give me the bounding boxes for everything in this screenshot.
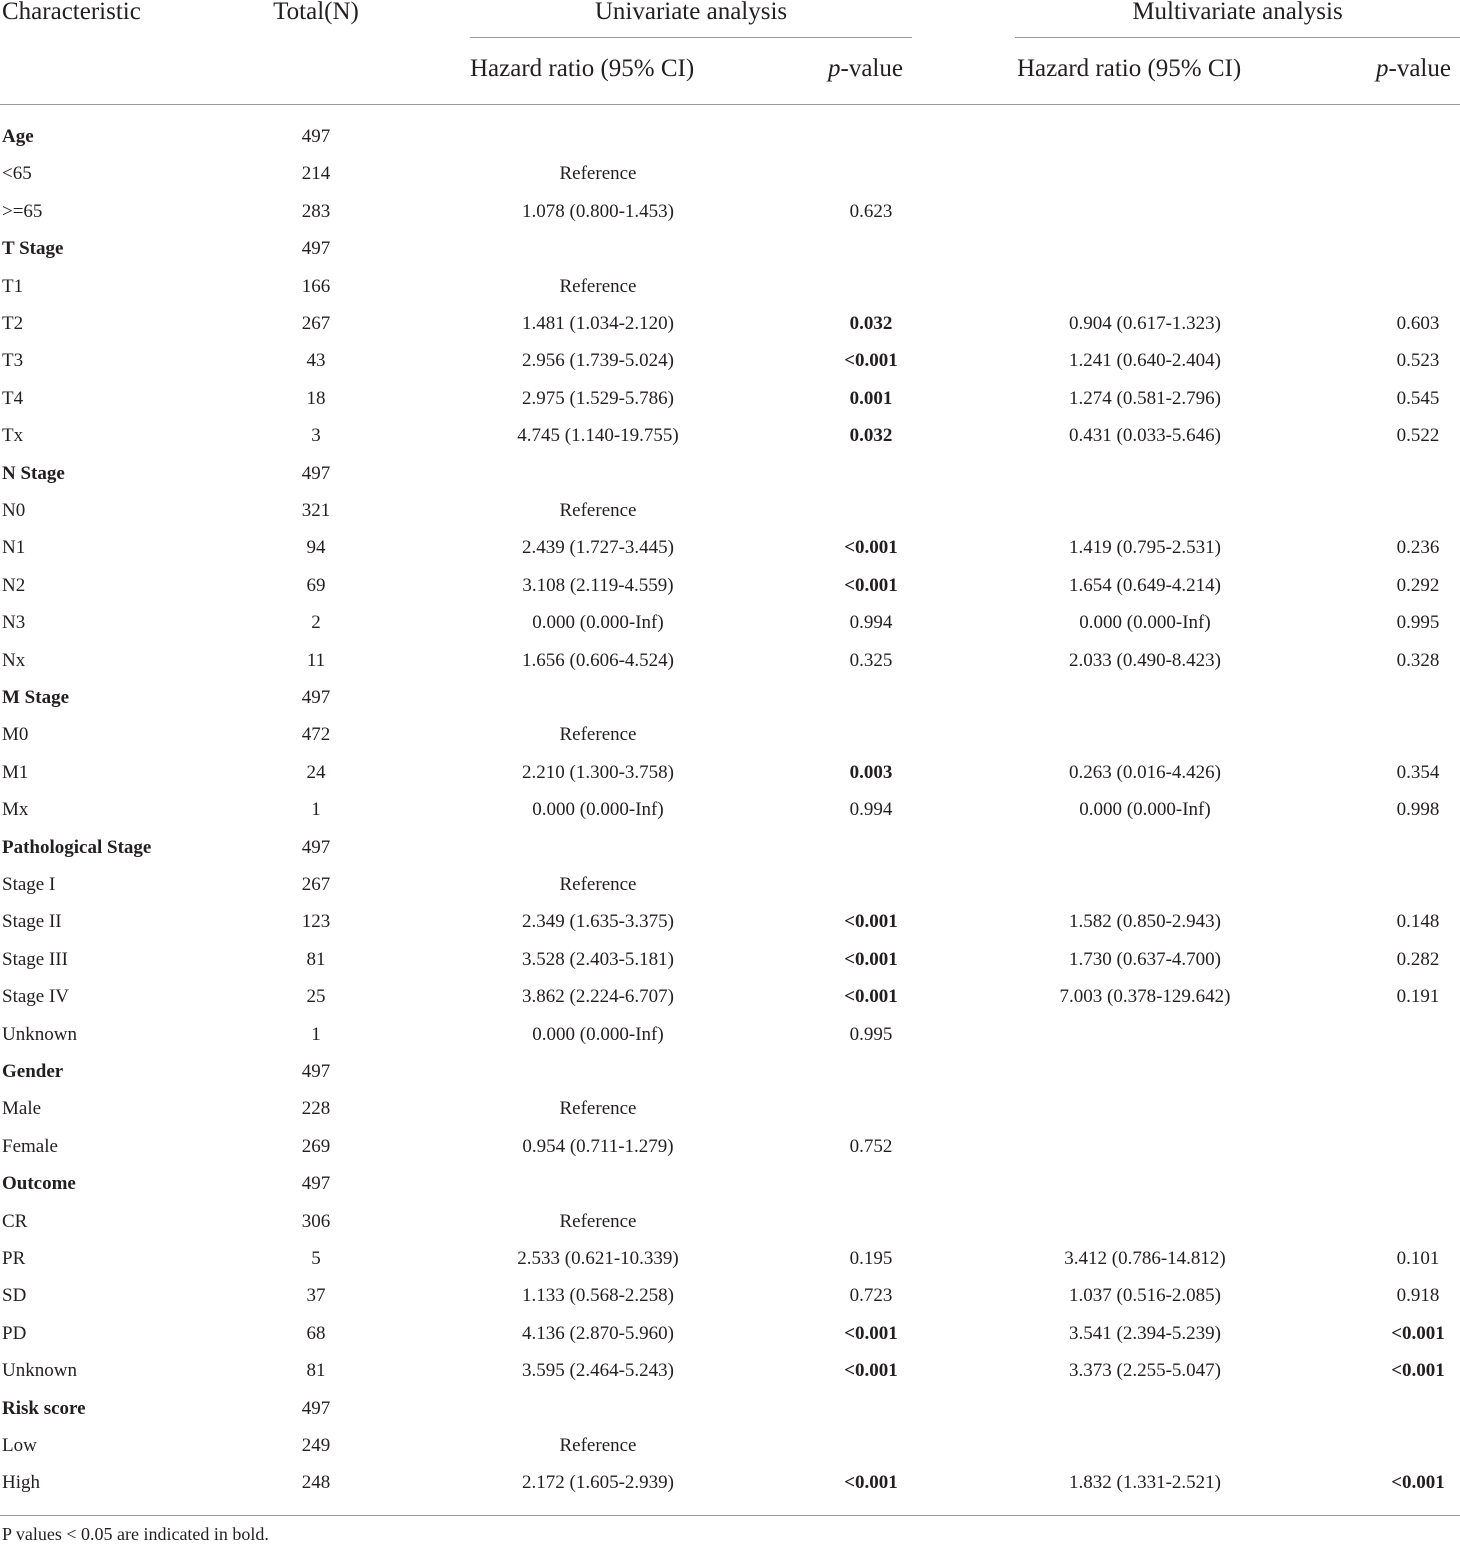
univariate-hazard-ratio-cell: 4.136 (2.870-5.960) bbox=[522, 1322, 674, 1344]
univariate-p-value-cell bbox=[822, 118, 920, 155]
univariate-hazard-ratio-cell: 3.862 (2.224-6.707) bbox=[522, 986, 674, 1008]
characteristic-cell: N0 bbox=[2, 500, 26, 521]
multivariate-hazard-ratio-cell bbox=[1015, 1016, 1275, 1053]
characteristic-cell: T2 bbox=[2, 313, 24, 334]
multivariate-hazard-ratio-cell: 0.263 (0.016-4.426) bbox=[1069, 761, 1221, 783]
header-univariate-p-value bbox=[828, 55, 903, 83]
multivariate-p-value-cell: 0.328 bbox=[1396, 649, 1440, 671]
total-cell: 5 bbox=[311, 1248, 321, 1269]
univariate-p-value-cell bbox=[822, 155, 920, 192]
multivariate-hazard-ratio-cell: 7.003 (0.378-129.642) bbox=[1059, 986, 1231, 1008]
multivariate-hazard-ratio-cell bbox=[1015, 268, 1275, 305]
characteristic-cell: T3 bbox=[2, 350, 24, 372]
univariate-p-value-cell bbox=[822, 829, 920, 866]
table-row bbox=[0, 866, 1460, 903]
table-row bbox=[0, 529, 1460, 566]
table-row bbox=[0, 791, 1460, 828]
characteristic-cell: Unknown bbox=[2, 1023, 77, 1045]
univariate-underline bbox=[470, 37, 912, 38]
group-header-row bbox=[0, 679, 1460, 716]
total-cell: 2 bbox=[311, 612, 321, 634]
multivariate-hazard-ratio-cell bbox=[1015, 193, 1275, 230]
table-row bbox=[0, 1090, 1460, 1127]
univariate-hazard-ratio-cell: Reference bbox=[559, 874, 637, 895]
multivariate-hazard-ratio-cell: 0.431 (0.033-5.646) bbox=[1069, 425, 1221, 447]
characteristic-cell: Gender bbox=[2, 1061, 64, 1082]
univariate-hazard-ratio-cell: 3.108 (2.119-4.559) bbox=[522, 574, 674, 596]
header-univariate-hazard-ratio: Hazard ratio (95% CI) bbox=[470, 55, 695, 82]
multivariate-p-value-cell: 0.292 bbox=[1396, 574, 1440, 596]
table-row bbox=[0, 492, 1460, 529]
characteristic-cell: N3 bbox=[2, 612, 26, 634]
multivariate-p-value-cell bbox=[1368, 118, 1460, 155]
multivariate-p-value-cell bbox=[1368, 1390, 1460, 1427]
characteristic-cell: Low bbox=[2, 1435, 37, 1456]
multivariate-hazard-ratio-cell bbox=[1015, 118, 1275, 155]
total-cell: 283 bbox=[301, 200, 331, 222]
multivariate-hazard-ratio-cell: 3.541 (2.394-5.239) bbox=[1069, 1322, 1221, 1344]
characteristic-cell: N1 bbox=[2, 537, 26, 559]
table-row bbox=[0, 978, 1460, 1015]
multivariate-hazard-ratio-cell bbox=[1015, 1203, 1275, 1240]
multivariate-hazard-ratio-cell: 1.730 (0.637-4.700) bbox=[1069, 948, 1221, 970]
characteristic-cell: Risk score bbox=[2, 1397, 86, 1419]
univariate-hazard-ratio-cell bbox=[468, 1165, 728, 1202]
multivariate-p-value-cell: 0.603 bbox=[1396, 313, 1440, 334]
group-header-row bbox=[0, 455, 1460, 492]
multivariate-hazard-ratio-cell bbox=[1015, 492, 1275, 529]
multivariate-hazard-ratio-cell: 0.000 (0.000-Inf) bbox=[1079, 612, 1211, 634]
group-header-row bbox=[0, 1165, 1460, 1202]
header-multivariate: Multivariate analysis bbox=[1132, 0, 1343, 25]
multivariate-hazard-ratio-cell bbox=[1015, 455, 1275, 492]
total-cell: 321 bbox=[301, 500, 331, 521]
univariate-p-value-cell: <0.001 bbox=[844, 537, 898, 559]
p-italic: p bbox=[828, 55, 841, 82]
characteristic-cell: >=65 bbox=[2, 200, 43, 222]
univariate-hazard-ratio-cell bbox=[468, 1053, 728, 1090]
table-row bbox=[0, 1203, 1460, 1240]
characteristic-cell: M0 bbox=[2, 724, 29, 746]
univariate-p-value-cell: <0.001 bbox=[844, 1472, 898, 1494]
univariate-hazard-ratio-cell: 3.528 (2.403-5.181) bbox=[522, 948, 674, 970]
characteristic-cell: High bbox=[2, 1472, 40, 1494]
characteristic-cell: Mx bbox=[2, 799, 29, 821]
univariate-p-value-cell bbox=[822, 1203, 920, 1240]
characteristic-cell: Female bbox=[2, 1135, 58, 1157]
multivariate-hazard-ratio-cell: 1.037 (0.516-2.085) bbox=[1069, 1285, 1221, 1307]
table-row bbox=[0, 155, 1460, 192]
multivariate-hazard-ratio-cell bbox=[1015, 716, 1275, 753]
total-cell: 3 bbox=[311, 425, 321, 447]
characteristic-cell: T4 bbox=[2, 387, 24, 409]
total-cell: 1 bbox=[311, 799, 321, 821]
multivariate-p-value-cell bbox=[1368, 716, 1460, 753]
univariate-p-value-cell: 0.032 bbox=[849, 313, 893, 334]
header-multivariate-hazard-ratio: Hazard ratio (95% CI) bbox=[1017, 55, 1242, 82]
univariate-hazard-ratio-cell: 2.172 (1.605-2.939) bbox=[522, 1472, 674, 1494]
multivariate-p-value-cell bbox=[1368, 492, 1460, 529]
univariate-hazard-ratio-cell: Reference bbox=[559, 1098, 637, 1120]
characteristic-cell: Outcome bbox=[2, 1173, 76, 1195]
total-cell: 497 bbox=[301, 126, 331, 147]
table-row bbox=[0, 1240, 1460, 1277]
p-suffix: -value bbox=[1388, 55, 1451, 82]
univariate-p-value-cell: 0.623 bbox=[849, 200, 893, 222]
p-suffix: -value bbox=[840, 55, 903, 82]
multivariate-hazard-ratio-cell: 3.412 (0.786-14.812) bbox=[1064, 1248, 1226, 1269]
univariate-p-value-cell: 0.001 bbox=[849, 387, 893, 409]
univariate-hazard-ratio-cell: 0.000 (0.000-Inf) bbox=[532, 612, 664, 634]
univariate-hazard-ratio-cell: 1.481 (1.034-2.120) bbox=[522, 313, 674, 334]
header-univariate: Univariate analysis bbox=[594, 0, 788, 25]
footnote: P values < 0.05 are indicated in bold. bbox=[2, 1524, 269, 1544]
group-header-row bbox=[0, 1390, 1460, 1427]
univariate-hazard-ratio-cell bbox=[468, 829, 728, 866]
univariate-hazard-ratio-cell: Reference bbox=[559, 724, 637, 746]
total-cell: 25 bbox=[306, 986, 326, 1008]
table-row bbox=[0, 305, 1460, 342]
univariate-hazard-ratio-cell: 2.210 (1.300-3.758) bbox=[522, 761, 674, 783]
total-cell: 497 bbox=[301, 687, 331, 708]
total-cell: 497 bbox=[301, 836, 331, 858]
multivariate-p-value-cell bbox=[1368, 1427, 1460, 1464]
total-cell: 214 bbox=[301, 163, 331, 185]
multivariate-p-value-cell bbox=[1368, 1090, 1460, 1127]
univariate-hazard-ratio-cell bbox=[468, 679, 728, 716]
table-row bbox=[0, 716, 1460, 753]
characteristic-cell: T1 bbox=[2, 275, 24, 297]
table-row bbox=[0, 193, 1460, 230]
univariate-hazard-ratio-cell: 3.595 (2.464-5.243) bbox=[522, 1360, 674, 1382]
multivariate-p-value-cell bbox=[1368, 193, 1460, 230]
univariate-hazard-ratio-cell: 0.000 (0.000-Inf) bbox=[532, 1023, 664, 1045]
table-row bbox=[0, 1016, 1460, 1053]
total-cell: 1 bbox=[311, 1023, 321, 1045]
univariate-hazard-ratio-cell bbox=[468, 455, 728, 492]
total-cell: 43 bbox=[306, 350, 326, 372]
total-cell: 123 bbox=[301, 911, 331, 933]
table-row bbox=[0, 1277, 1460, 1314]
multivariate-p-value-cell bbox=[1368, 1203, 1460, 1240]
univariate-hazard-ratio-cell: 1.078 (0.800-1.453) bbox=[522, 200, 674, 222]
multivariate-p-value-cell: 0.998 bbox=[1396, 799, 1440, 821]
multivariate-p-value-cell: 0.545 bbox=[1396, 387, 1440, 409]
univariate-p-value-cell bbox=[822, 230, 920, 267]
univariate-p-value-cell: <0.001 bbox=[844, 948, 898, 970]
multivariate-p-value-cell: 0.191 bbox=[1396, 986, 1440, 1008]
table-row bbox=[0, 642, 1460, 679]
p-italic: p bbox=[1376, 55, 1389, 82]
univariate-hazard-ratio-cell: 2.975 (1.529-5.786) bbox=[522, 387, 674, 409]
univariate-p-value-cell: 0.995 bbox=[849, 1023, 893, 1045]
characteristic-cell: N2 bbox=[2, 574, 26, 596]
total-cell: 81 bbox=[306, 948, 326, 970]
univariate-p-value-cell: <0.001 bbox=[844, 1360, 898, 1382]
univariate-p-value-cell: 0.994 bbox=[849, 612, 893, 634]
multivariate-hazard-ratio-cell: 1.274 (0.581-2.796) bbox=[1069, 387, 1221, 409]
header-characteristic: Characteristic bbox=[2, 0, 141, 25]
multivariate-p-value-cell bbox=[1368, 1016, 1460, 1053]
univariate-p-value-cell: 0.752 bbox=[849, 1135, 893, 1157]
group-header-row bbox=[0, 118, 1460, 155]
multivariate-p-value-cell: 0.918 bbox=[1396, 1285, 1440, 1307]
univariate-p-value-cell: 0.032 bbox=[849, 425, 893, 447]
table-row bbox=[0, 1464, 1460, 1501]
univariate-hazard-ratio-cell: 1.133 (0.568-2.258) bbox=[522, 1285, 674, 1307]
univariate-p-value-cell bbox=[822, 1427, 920, 1464]
univariate-hazard-ratio-cell: Reference bbox=[559, 163, 637, 185]
univariate-p-value-cell: <0.001 bbox=[844, 911, 898, 933]
multivariate-p-value-cell bbox=[1368, 679, 1460, 716]
multivariate-hazard-ratio-cell bbox=[1015, 829, 1275, 866]
univariate-p-value-cell: <0.001 bbox=[844, 1322, 898, 1344]
table-row bbox=[0, 754, 1460, 791]
multivariate-p-value-cell bbox=[1368, 1128, 1460, 1165]
multivariate-hazard-ratio-cell: 3.373 (2.255-5.047) bbox=[1069, 1360, 1221, 1382]
multivariate-hazard-ratio-cell bbox=[1015, 1090, 1275, 1127]
multivariate-hazard-ratio-cell bbox=[1015, 155, 1275, 192]
total-cell: 94 bbox=[306, 537, 326, 559]
total-cell: 497 bbox=[301, 1397, 331, 1419]
table-row bbox=[0, 903, 1460, 940]
univariate-p-value-cell: <0.001 bbox=[844, 986, 898, 1008]
multivariate-hazard-ratio-cell bbox=[1015, 1128, 1275, 1165]
univariate-hazard-ratio-cell: 4.745 (1.140-19.755) bbox=[517, 425, 679, 447]
table-row bbox=[0, 941, 1460, 978]
total-cell: 37 bbox=[306, 1285, 326, 1307]
total-cell: 472 bbox=[301, 724, 331, 746]
univariate-hazard-ratio-cell: 2.956 (1.739-5.024) bbox=[522, 350, 674, 372]
univariate-hazard-ratio-cell: 0.954 (0.711-1.279) bbox=[522, 1135, 674, 1157]
multivariate-hazard-ratio-cell: 1.654 (0.649-4.214) bbox=[1069, 574, 1221, 596]
multivariate-p-value-cell: 0.282 bbox=[1396, 948, 1440, 970]
total-cell: 267 bbox=[301, 313, 331, 334]
total-cell: 267 bbox=[301, 874, 331, 895]
multivariate-p-value-cell: <0.001 bbox=[1391, 1472, 1445, 1494]
univariate-hazard-ratio-cell: 0.000 (0.000-Inf) bbox=[532, 799, 664, 821]
table-row bbox=[0, 604, 1460, 641]
univariate-p-value-cell bbox=[822, 1090, 920, 1127]
header-total: Total(N) bbox=[273, 0, 359, 25]
multivariate-p-value-cell: <0.001 bbox=[1391, 1322, 1445, 1344]
univariate-hazard-ratio-cell: Reference bbox=[559, 1210, 637, 1232]
table-row bbox=[0, 1128, 1460, 1165]
table-row bbox=[0, 567, 1460, 604]
multivariate-p-value-cell: 0.101 bbox=[1396, 1248, 1440, 1269]
multivariate-underline bbox=[1015, 37, 1460, 38]
total-cell: 11 bbox=[306, 649, 326, 671]
total-cell: 69 bbox=[306, 574, 326, 596]
multivariate-hazard-ratio-cell bbox=[1015, 1053, 1275, 1090]
characteristic-cell: Pathological Stage bbox=[2, 836, 152, 858]
univariate-p-value-cell bbox=[822, 716, 920, 753]
univariate-p-value-cell: <0.001 bbox=[844, 350, 898, 372]
univariate-p-value-cell bbox=[822, 455, 920, 492]
univariate-hazard-ratio-cell: 2.349 (1.635-3.375) bbox=[522, 911, 674, 933]
characteristic-cell: Nx bbox=[2, 649, 26, 671]
multivariate-p-value-cell bbox=[1368, 455, 1460, 492]
univariate-hazard-ratio-cell bbox=[468, 1390, 728, 1427]
total-cell: 306 bbox=[301, 1210, 331, 1232]
total-cell: 497 bbox=[301, 238, 331, 260]
univariate-hazard-ratio-cell: 2.533 (0.621-10.339) bbox=[517, 1248, 679, 1269]
univariate-hazard-ratio-cell: Reference bbox=[559, 275, 637, 297]
univariate-p-value-cell bbox=[822, 866, 920, 903]
multivariate-p-value-cell: 0.148 bbox=[1396, 911, 1440, 933]
characteristic-cell: SD bbox=[2, 1285, 27, 1307]
univariate-p-value-cell: 0.325 bbox=[849, 649, 893, 671]
univariate-p-value-cell bbox=[822, 1053, 920, 1090]
multivariate-hazard-ratio-cell bbox=[1015, 679, 1275, 716]
multivariate-p-value-cell bbox=[1368, 866, 1460, 903]
multivariate-p-value-cell bbox=[1368, 829, 1460, 866]
multivariate-p-value-cell bbox=[1368, 1165, 1460, 1202]
multivariate-hazard-ratio-cell bbox=[1015, 866, 1275, 903]
total-cell: 269 bbox=[301, 1135, 331, 1157]
multivariate-p-value-cell: <0.001 bbox=[1391, 1360, 1445, 1382]
multivariate-hazard-ratio-cell bbox=[1015, 230, 1275, 267]
total-cell: 68 bbox=[306, 1322, 326, 1344]
multivariate-hazard-ratio-cell: 1.241 (0.640-2.404) bbox=[1069, 350, 1221, 372]
total-cell: 497 bbox=[301, 1061, 331, 1082]
total-cell: 497 bbox=[301, 1173, 331, 1195]
univariate-p-value-cell: 0.994 bbox=[849, 799, 893, 821]
total-cell: 497 bbox=[301, 462, 331, 484]
header-multivariate-p-value bbox=[1376, 55, 1451, 83]
table-row bbox=[0, 380, 1460, 417]
table-row bbox=[0, 342, 1460, 379]
characteristic-cell: <65 bbox=[2, 163, 32, 185]
table-bottom-rule bbox=[0, 1515, 1460, 1516]
characteristic-cell: T Stage bbox=[2, 238, 64, 260]
univariate-p-value-cell: 0.195 bbox=[849, 1248, 893, 1269]
total-cell: 249 bbox=[301, 1435, 331, 1456]
group-header-row bbox=[0, 1053, 1460, 1090]
table-row bbox=[0, 1315, 1460, 1352]
table-row bbox=[0, 268, 1460, 305]
univariate-p-value-cell bbox=[822, 268, 920, 305]
univariate-p-value-cell: <0.001 bbox=[844, 574, 898, 596]
univariate-p-value-cell bbox=[822, 1390, 920, 1427]
total-cell: 18 bbox=[306, 387, 326, 409]
univariate-p-value-cell: 0.723 bbox=[849, 1285, 893, 1307]
characteristic-cell: Age bbox=[2, 126, 34, 147]
group-header-row bbox=[0, 829, 1460, 866]
total-cell: 248 bbox=[301, 1472, 331, 1494]
univariate-hazard-ratio-cell bbox=[468, 230, 728, 267]
characteristic-cell: Male bbox=[2, 1098, 42, 1120]
total-cell: 81 bbox=[306, 1360, 326, 1382]
multivariate-hazard-ratio-cell: 1.419 (0.795-2.531) bbox=[1069, 537, 1221, 559]
characteristic-cell: PR bbox=[2, 1248, 26, 1269]
multivariate-p-value-cell: 0.523 bbox=[1396, 350, 1440, 372]
univariate-hazard-ratio-cell: 1.656 (0.606-4.524) bbox=[522, 649, 674, 671]
characteristic-cell: Tx bbox=[2, 425, 24, 447]
univariate-p-value-cell bbox=[822, 492, 920, 529]
characteristic-cell: PD bbox=[2, 1322, 27, 1344]
total-cell: 24 bbox=[306, 761, 326, 783]
multivariate-p-value-cell bbox=[1368, 230, 1460, 267]
multivariate-p-value-cell: 0.995 bbox=[1396, 612, 1440, 634]
characteristic-cell: Stage I bbox=[2, 874, 56, 895]
characteristic-cell: Unknown bbox=[2, 1360, 77, 1382]
multivariate-p-value-cell bbox=[1368, 155, 1460, 192]
univariate-p-value-cell: 0.003 bbox=[849, 761, 893, 783]
multivariate-hazard-ratio-cell bbox=[1015, 1165, 1275, 1202]
characteristic-cell: Stage IV bbox=[2, 986, 70, 1008]
univariate-p-value-cell bbox=[822, 1165, 920, 1202]
characteristic-cell: M1 bbox=[2, 761, 29, 783]
characteristic-cell: N Stage bbox=[2, 462, 65, 484]
univariate-hazard-ratio-cell: Reference bbox=[559, 1435, 637, 1456]
univariate-hazard-ratio-cell: 2.439 (1.727-3.445) bbox=[522, 537, 674, 559]
total-cell: 228 bbox=[301, 1098, 331, 1120]
table-row bbox=[0, 417, 1460, 454]
univariate-hazard-ratio-cell bbox=[468, 118, 728, 155]
multivariate-hazard-ratio-cell: 1.582 (0.850-2.943) bbox=[1069, 911, 1221, 933]
multivariate-p-value-cell bbox=[1368, 1053, 1460, 1090]
multivariate-hazard-ratio-cell: 1.832 (1.331-2.521) bbox=[1069, 1472, 1221, 1494]
group-header-row bbox=[0, 230, 1460, 267]
multivariate-p-value-cell: 0.522 bbox=[1396, 425, 1440, 447]
characteristic-cell: Stage III bbox=[2, 948, 68, 970]
multivariate-p-value-cell: 0.236 bbox=[1396, 537, 1440, 559]
characteristic-cell: CR bbox=[2, 1210, 28, 1232]
multivariate-hazard-ratio-cell bbox=[1015, 1390, 1275, 1427]
total-cell: 166 bbox=[301, 275, 331, 297]
table-row bbox=[0, 1352, 1460, 1389]
multivariate-hazard-ratio-cell: 0.000 (0.000-Inf) bbox=[1079, 799, 1211, 821]
multivariate-hazard-ratio-cell bbox=[1015, 1427, 1275, 1464]
univariate-p-value-cell bbox=[822, 679, 920, 716]
multivariate-p-value-cell bbox=[1368, 268, 1460, 305]
table-row bbox=[0, 1427, 1460, 1464]
characteristic-cell: M Stage bbox=[2, 687, 70, 708]
univariate-hazard-ratio-cell: Reference bbox=[559, 500, 637, 521]
header-bottom-rule bbox=[0, 104, 1460, 105]
multivariate-hazard-ratio-cell: 2.033 (0.490-8.423) bbox=[1069, 649, 1221, 671]
multivariate-hazard-ratio-cell: 0.904 (0.617-1.323) bbox=[1069, 313, 1221, 334]
multivariate-p-value-cell: 0.354 bbox=[1396, 761, 1440, 783]
characteristic-cell: Stage II bbox=[2, 911, 62, 933]
